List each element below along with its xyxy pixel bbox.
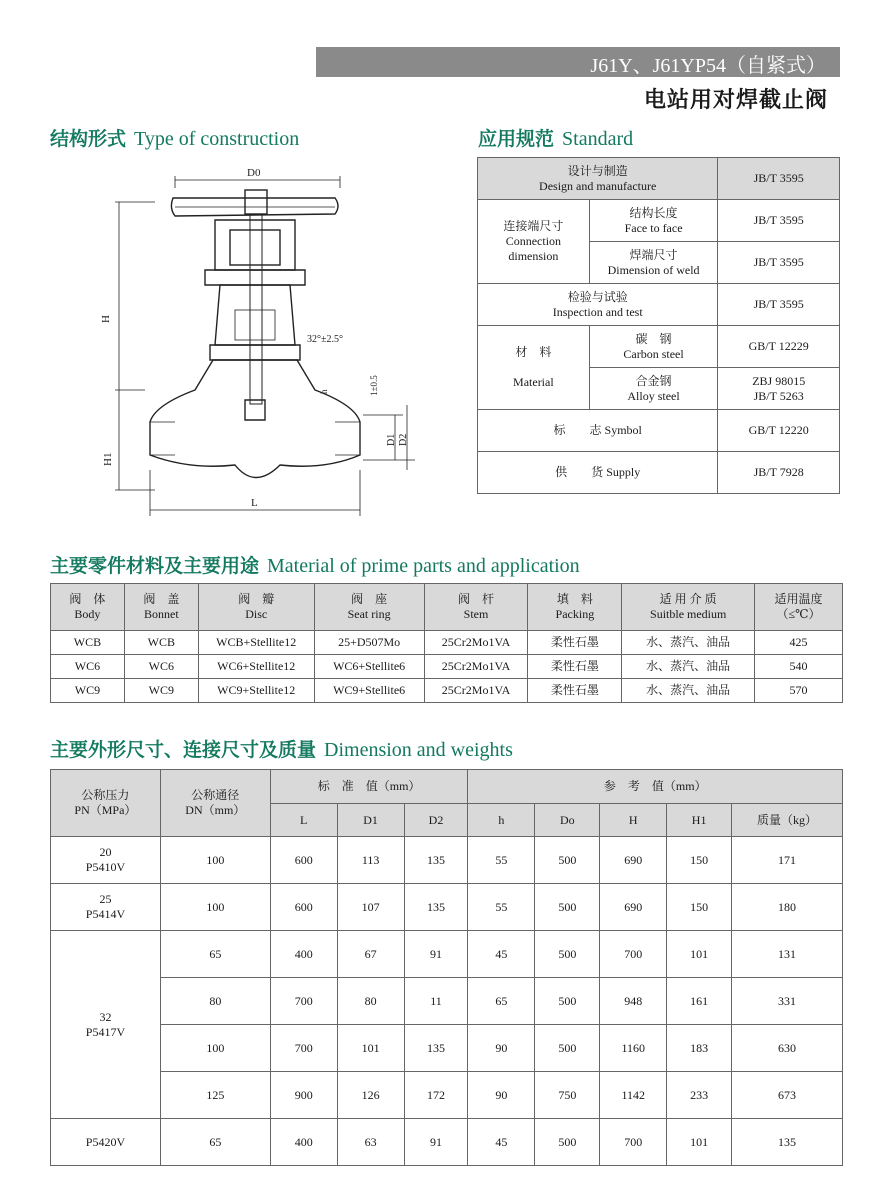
- header-cell: 阀 体 Body: [51, 584, 125, 631]
- table-row: 合金钢 Alloy steel ZBJ 98015 JB/T 5263: [478, 368, 840, 410]
- table-cell: WC9+Stellite12: [198, 679, 314, 703]
- table-cell: 80: [160, 978, 270, 1025]
- table-cell: 600: [270, 884, 337, 931]
- table-cell: 135: [404, 837, 468, 884]
- table-cell: 25Cr2Mo1VA: [424, 679, 528, 703]
- header-cell: 适 用 介 质 Suitble medium: [622, 584, 755, 631]
- table-row: [51, 884, 843, 931]
- table-cell: 101: [667, 931, 732, 978]
- table-cell: 135: [404, 1025, 468, 1072]
- section-dimension: 主要外形尺寸、连接尺寸及质量 Dimension and weights: [50, 739, 513, 761]
- header-cell: 阀 座 Seat ring: [314, 584, 424, 631]
- table-cell: WC6+Stellite6: [314, 655, 424, 679]
- table-cell: 425: [755, 631, 843, 655]
- table-cell: 172: [404, 1072, 468, 1119]
- valve-drawing: [95, 160, 440, 520]
- material-table: [50, 583, 843, 703]
- table-cell: 600: [270, 837, 337, 884]
- table-cell: 500: [535, 931, 600, 978]
- table-cell: 183: [667, 1025, 732, 1072]
- header-cell: 阀 杆 Stem: [424, 584, 528, 631]
- table-cell: WC6: [124, 655, 198, 679]
- table-cell: 150: [667, 884, 732, 931]
- table-row: [51, 931, 843, 978]
- table-cell: 水、蒸汽、油品: [622, 631, 755, 655]
- pn-cell: 25 P5414V: [51, 884, 161, 931]
- label-h1: H1: [102, 452, 114, 466]
- table-cell: 331: [732, 978, 843, 1025]
- table-cell: 500: [535, 884, 600, 931]
- table-cell: 80: [337, 978, 404, 1025]
- header-cell: 阀 瓣 Disc: [198, 584, 314, 631]
- table-cell: 100: [160, 884, 270, 931]
- table-cell: 700: [270, 978, 337, 1025]
- table-row: [51, 679, 843, 703]
- table-cell: 91: [404, 931, 468, 978]
- table-cell: 65: [468, 978, 535, 1025]
- table-cell: WC6: [51, 655, 125, 679]
- header-cell: D2: [404, 804, 468, 837]
- material-header-row: [51, 584, 843, 631]
- table-cell: 45: [468, 1119, 535, 1166]
- table-cell: 171: [732, 837, 843, 884]
- table-cell: 水、蒸汽、油品: [622, 655, 755, 679]
- table-cell: 55: [468, 884, 535, 931]
- header-cell: h: [468, 804, 535, 837]
- table-cell: 500: [535, 1119, 600, 1166]
- table-row: 连接端尺寸 Connection dimension 结构长度 Face to face JB/T 3595: [478, 200, 840, 242]
- table-cell: 65: [160, 931, 270, 978]
- table-row: [51, 655, 843, 679]
- section-construction: 结构形式 Type of construction: [50, 128, 300, 150]
- label-tol: 1±0.5: [369, 375, 379, 396]
- table-cell: 233: [667, 1072, 732, 1119]
- table-cell: 90: [468, 1025, 535, 1072]
- table-row: [51, 1025, 843, 1072]
- table-cell: 700: [270, 1025, 337, 1072]
- header-cell: D1: [337, 804, 404, 837]
- pn-cell: P5420V: [51, 1119, 161, 1166]
- table-cell: 100: [160, 1025, 270, 1072]
- table-cell: 107: [337, 884, 404, 931]
- table-cell: 45: [468, 931, 535, 978]
- table-cell: 水、蒸汽、油品: [622, 679, 755, 703]
- table-cell: 500: [535, 978, 600, 1025]
- table-cell: 180: [732, 884, 843, 931]
- table-cell: 400: [270, 931, 337, 978]
- table-cell: WCB+Stellite12: [198, 631, 314, 655]
- dimension-header-row: 公称压力 PN（MPa） 公称通径 DN（mm） 标 准 值（mm） 参 考 值（mm）: [51, 770, 843, 804]
- header-cell: H1: [667, 804, 732, 837]
- header-cell: 质量（kg）: [732, 804, 843, 837]
- page-subtitle: 电站用对焊截止阀: [643, 88, 828, 113]
- page-title: J61Y、J61YP54（自紧式）: [590, 55, 826, 77]
- table-cell: 63: [337, 1119, 404, 1166]
- table-row: 材 料 Material 碳 钢 Carbon steel GB/T 12229: [478, 326, 840, 368]
- table-cell: WCB: [124, 631, 198, 655]
- table-cell: WC9: [124, 679, 198, 703]
- table-cell: 673: [732, 1072, 843, 1119]
- table-row: 设计与制造 Design and manufacture JB/T 3595: [478, 158, 840, 200]
- label-h: H: [100, 315, 112, 323]
- table-row: 焊端尺寸 Dimension of weld JB/T 3595: [478, 242, 840, 284]
- table-cell: 500: [535, 1025, 600, 1072]
- table-cell: 25Cr2Mo1VA: [424, 631, 528, 655]
- table-cell: 25Cr2Mo1VA: [424, 655, 528, 679]
- table-cell: 101: [667, 1119, 732, 1166]
- label-l: L: [251, 497, 258, 509]
- table-row: 标 志 Symbol GB/T 12220: [478, 410, 840, 452]
- label-d2: D2: [398, 433, 409, 446]
- table-cell: WCB: [51, 631, 125, 655]
- table-row: 检验与试验 Inspection and test JB/T 3595: [478, 284, 840, 326]
- table-cell: 90: [468, 1072, 535, 1119]
- table-cell: 1142: [600, 1072, 667, 1119]
- table-cell: 690: [600, 884, 667, 931]
- table-cell: 630: [732, 1025, 843, 1072]
- table-cell: 131: [732, 931, 843, 978]
- header-cell: H: [600, 804, 667, 837]
- table-row: [51, 1072, 843, 1119]
- table-cell: 91: [404, 1119, 468, 1166]
- table-cell: 100: [160, 837, 270, 884]
- bonnet: [215, 285, 295, 345]
- table-cell: 750: [535, 1072, 600, 1119]
- table-cell: 101: [337, 1025, 404, 1072]
- pn-cell: 20 P5410V: [51, 837, 161, 884]
- table-cell: 570: [755, 679, 843, 703]
- table-cell: 67: [337, 931, 404, 978]
- valve-body: [150, 360, 360, 478]
- table-cell: 柔性石墨: [528, 679, 622, 703]
- table-row: [51, 978, 843, 1025]
- table-cell: WC9: [51, 679, 125, 703]
- table-cell: WC9+Stellite6: [314, 679, 424, 703]
- table-cell: 113: [337, 837, 404, 884]
- table-cell: 700: [600, 1119, 667, 1166]
- pn-cell: 32 P5417V: [51, 931, 161, 1119]
- section-standard: 应用规范 Standard: [478, 128, 634, 150]
- table-cell: 135: [732, 1119, 843, 1166]
- table-cell: WC6+Stellite12: [198, 655, 314, 679]
- section-material: 主要零件材料及主要用途 Material of prime parts and application: [50, 555, 580, 577]
- table-row: [51, 631, 843, 655]
- table-cell: 126: [337, 1072, 404, 1119]
- table-row: [51, 837, 843, 884]
- table-cell: 125: [160, 1072, 270, 1119]
- header-cell: L: [270, 804, 337, 837]
- table-cell: 65: [160, 1119, 270, 1166]
- label-angle: 32°±2.5°: [307, 334, 343, 345]
- table-cell: 540: [755, 655, 843, 679]
- table-cell: 948: [600, 978, 667, 1025]
- header-cell: 适用温度 （≤℃）: [755, 584, 843, 631]
- table-cell: 11: [404, 978, 468, 1025]
- label-d1: D1: [386, 433, 397, 446]
- dimension-table: [50, 769, 843, 1166]
- table-cell: 500: [535, 837, 600, 884]
- label-small-h: h: [319, 389, 329, 394]
- header-cell: 填 料 Packing: [528, 584, 622, 631]
- standard-table: [477, 157, 840, 494]
- table-cell: 900: [270, 1072, 337, 1119]
- table-row: [51, 1119, 843, 1166]
- table-cell: 55: [468, 837, 535, 884]
- header-cell: Do: [535, 804, 600, 837]
- label-d0: D0: [247, 167, 261, 179]
- table-cell: 161: [667, 978, 732, 1025]
- table-cell: 700: [600, 931, 667, 978]
- table-row: 供 货 Supply JB/T 7928: [478, 452, 840, 494]
- title-bar: [316, 47, 840, 77]
- table-cell: 150: [667, 837, 732, 884]
- table-cell: 1160: [600, 1025, 667, 1072]
- table-cell: 25+D507Mo: [314, 631, 424, 655]
- yoke: [215, 220, 295, 270]
- table-cell: 柔性石墨: [528, 631, 622, 655]
- table-cell: 135: [404, 884, 468, 931]
- table-cell: 柔性石墨: [528, 655, 622, 679]
- table-cell: 400: [270, 1119, 337, 1166]
- table-cell: 690: [600, 837, 667, 884]
- header-cell: 阀 盖 Bonnet: [124, 584, 198, 631]
